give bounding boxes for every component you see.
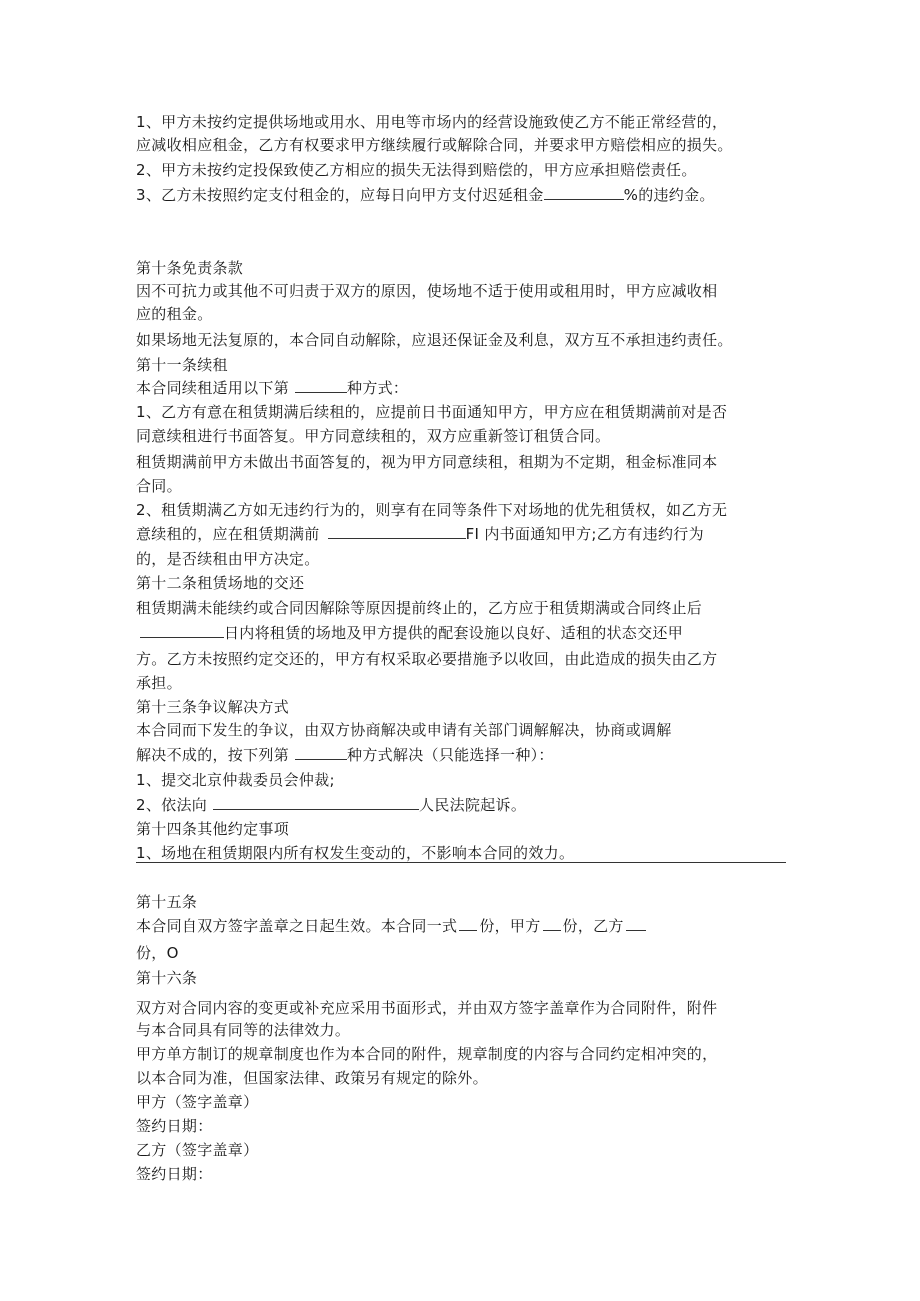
notice-post: FI 内书面通知甲方;乙方有违约行为 [465, 525, 704, 543]
article-11-line4: 合同。 [136, 477, 182, 495]
article-14-line1: 1、场地在租赁期限内所有权发生变动的，不影响本合同的效力。 [136, 844, 575, 862]
article-11-title: 第十一条续租 [136, 356, 228, 374]
article-16-line3: 甲方单方制订的规章制度也作为本合同的附件，规章制度的内容与合同约定相冲突的， [136, 1045, 718, 1063]
late-fee-rate-blank [544, 185, 624, 200]
article-13-option2 [136, 795, 526, 815]
renewal-method-blank [295, 378, 347, 393]
party-b-copies-blank [626, 916, 646, 931]
renewal-intro-post: 种方式： [347, 379, 409, 397]
copies-text-b: 份，甲方 [479, 917, 541, 935]
article-11-intro [136, 378, 408, 398]
total-copies-blank [459, 916, 477, 931]
clause-2: 2、甲方未按约定投保致使乙方相应的损失无法得到赔偿的，甲方应承担赔偿责任。 [136, 161, 697, 179]
article-11-line3: 租赁期满前甲方未做出书面答复的，视为甲方同意续租，租期为不定期，租金标准同本 [136, 453, 718, 471]
copies-text-a: 本合同自双方签字盖章之日起生效。本合同一式 [136, 917, 458, 935]
article-13-option1: 1、提交北京仲裁委员会仲裁; [136, 771, 335, 789]
party-a-signature: 甲方（签字盖章） [136, 1093, 259, 1111]
article-13-line2 [136, 745, 554, 765]
court-name-blank [213, 795, 419, 810]
article-10-line2: 应的租金。 [136, 305, 213, 323]
copies-text-c: 份，乙方 [562, 917, 624, 935]
party-a-copies-blank [543, 916, 561, 931]
return-days-post: 日内将租赁的场地及甲方提供的配套设施以良好、适租的状态交还甲 [224, 624, 684, 642]
court-pre: 2、依法向 [136, 796, 208, 814]
dispute-method-blank [295, 745, 347, 760]
notice-pre: 意续租的，应在租赁期满前 [136, 525, 320, 543]
article-15-line1 [136, 916, 646, 936]
article-12-line2 [136, 623, 683, 643]
clause-3-post: %的违约金。 [623, 186, 715, 204]
section-divider [136, 862, 786, 863]
clause-1-line1: 1、甲方未按约定提供场地或用水、用电等市场内的经营设施致使乙方不能正常经营的， [136, 113, 728, 131]
article-15-title: 第十五条 [136, 893, 198, 911]
article-10-line3: 如果场地无法复原的，本合同自动解除，应退还保证金及利息，双方互不承担违约责任。 [136, 331, 733, 349]
renewal-intro-pre: 本合同续租适用以下第 [136, 379, 290, 397]
dispute-post: 种方式解决（只能选择一种）： [347, 746, 554, 764]
article-11-notice-end: 的，是否续租由甲方决定。 [136, 550, 320, 568]
article-12-line3: 方。乙方未按照约定交还的，甲方有权采取必要措施予以收回，由此造成的损失由乙方 [136, 650, 718, 668]
notice-days-blank [328, 524, 466, 539]
return-days-blank [140, 623, 224, 638]
court-post: 人民法院起诉。 [419, 796, 527, 814]
dispute-pre: 解决不成的，按下列第 [136, 746, 290, 764]
article-16-line2: 与本合同具有同等的法律效力。 [136, 1021, 351, 1039]
article-13-line1: 本合同而下发生的争议，由双方协商解决或申请有关部门调解解决，协商或调解 [136, 721, 672, 739]
article-16-title: 第十六条 [136, 969, 198, 987]
article-10-title: 第十条免责条款 [136, 259, 244, 277]
article-11-line2: 同意续租进行书面答复。甲方同意续租的，双方应重新签订租赁合同。 [136, 427, 611, 445]
clause-3-pre: 3、乙方未按照约定支付租金的，应每日向甲方支付迟延租金 [136, 186, 544, 204]
article-16-line4: 以本合同为准，但国家法律、政策另有规定的除外。 [136, 1069, 488, 1087]
article-10-line1: 因不可抗力或其他不可归责于双方的原因，使场地不适于使用或租用时，甲方应减收相 [136, 282, 718, 300]
article-12-title: 第十二条租赁场地的交还 [136, 574, 305, 592]
clause-1-line2: 应减收相应租金，乙方有权要求甲方继续履行或解除合同，并要求甲方赔偿相应的损失。 [136, 136, 733, 154]
article-15-line2: 份，O [136, 944, 179, 962]
party-b-signature: 乙方（签字盖章） [136, 1141, 259, 1159]
party-b-sign-date: 签约日期： [136, 1165, 213, 1183]
article-11-notice [136, 524, 704, 544]
article-12-line1: 租赁期满未能续约或合同因解除等原因提前终止的，乙方应于租赁期满或合同终止后 [136, 599, 703, 617]
article-16-line1: 双方对合同内容的变更或补充应采用书面形式，并由双方签字盖章作为合同附件，附件 [136, 999, 718, 1017]
clause-3 [136, 185, 715, 205]
party-a-sign-date: 签约日期： [136, 1117, 213, 1135]
article-11-line5: 2、租赁期满乙方如无违约行为的，则享有在同等条件下对场地的优先租赁权，如乙方无 [136, 501, 728, 519]
article-13-title: 第十三条争议解决方式 [136, 698, 290, 716]
article-12-line4: 承担。 [136, 674, 182, 692]
article-14-title: 第十四条其他约定事项 [136, 820, 290, 838]
article-11-line1: 1、乙方有意在租赁期满后续租的，应提前日书面通知甲方，甲方应在租赁期满前对是否 [136, 403, 728, 421]
